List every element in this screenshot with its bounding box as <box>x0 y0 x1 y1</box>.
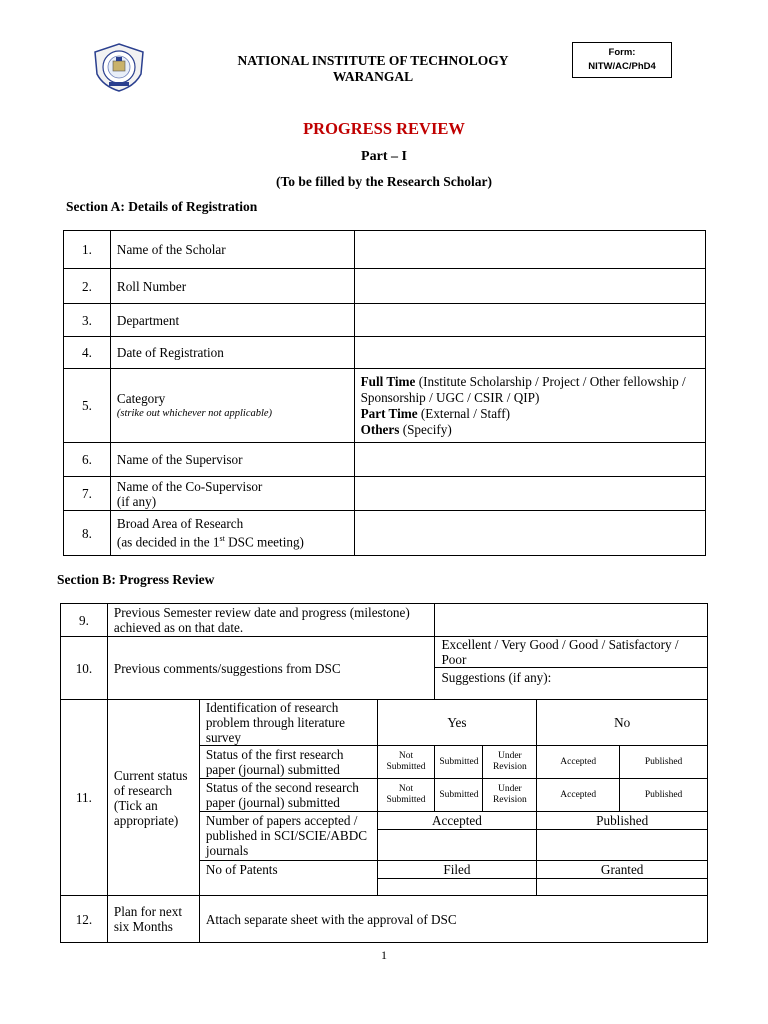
table-row <box>61 637 708 668</box>
accepted-header: Accepted <box>377 812 537 830</box>
accepted-count-field[interactable] <box>377 830 537 861</box>
row-number: 11. <box>61 700 108 896</box>
item-label: Status of the second research paper (journal) submitted <box>199 779 377 812</box>
submitted-option[interactable]: Submitted <box>435 746 483 779</box>
supervisor-field[interactable] <box>354 443 705 477</box>
part-label: Part – I <box>361 149 407 164</box>
under-revision-option[interactable]: Under Revision <box>483 746 537 779</box>
row-number: 10. <box>61 637 108 700</box>
scholar-name-field[interactable] <box>354 231 705 269</box>
research-area-field[interactable] <box>354 511 705 556</box>
roll-number-field[interactable] <box>354 269 705 304</box>
filed-count-field[interactable] <box>377 879 537 896</box>
row-label-sub: (if any) <box>116 493 157 509</box>
table-row <box>64 231 706 269</box>
row-label: Plan for next six Months <box>107 896 199 943</box>
row-label: Name of the Scholar <box>110 231 354 269</box>
item-label: No of Patents <box>199 861 377 896</box>
previous-review-field[interactable] <box>435 604 708 637</box>
table-row <box>61 896 708 943</box>
row-label: Category <box>116 390 166 406</box>
row-label: Broad Area of Research <box>116 516 244 532</box>
granted-count-field[interactable] <box>537 879 708 896</box>
under-revision-option[interactable]: Under Revision <box>483 779 537 812</box>
others-option[interactable]: Others (Specify) <box>360 421 452 437</box>
plan-field[interactable]: Attach separate sheet with the approval of DSC <box>199 896 707 943</box>
institute-logo <box>91 42 147 92</box>
instruction-text: (To be filled by the Research Scholar) <box>276 174 492 189</box>
research-area-label-cell <box>110 511 354 556</box>
co-supervisor-label-cell <box>110 477 354 511</box>
filed-header: Filed <box>377 861 537 879</box>
registration-table <box>63 230 706 556</box>
full-time-option[interactable]: Full Time (Institute Scholarship / Project / Other fellowship / Sponsorship / UGC / CSIR / QIP) <box>360 373 686 405</box>
institute-name: NATIONAL INSTITUTE OF TECHNOLOGY <box>237 53 509 68</box>
form-label: Form: <box>608 47 636 58</box>
form-code-box <box>572 42 672 78</box>
no-option[interactable]: No <box>537 700 708 746</box>
part-time-option[interactable]: Part Time (External / Staff) <box>360 405 510 421</box>
category-options[interactable] <box>354 369 705 443</box>
rating-options[interactable]: Excellent / Very Good / Good / Satisfactory / Poor <box>435 637 708 668</box>
row-number: 3. <box>64 304 111 337</box>
row-number: 8. <box>64 511 111 556</box>
row-label: Current status of research (Tick an appropriate) <box>107 700 199 896</box>
row-number: 2. <box>64 269 111 304</box>
table-row <box>64 337 706 369</box>
section-b-heading: Section B: Progress Review <box>57 572 215 587</box>
published-option[interactable]: Published <box>620 779 708 812</box>
progress-review-table <box>60 603 708 943</box>
row-label: Date of Registration <box>110 337 354 369</box>
row-number: 4. <box>64 337 111 369</box>
row-label: Name of the Co-Supervisor <box>116 478 263 494</box>
not-submitted-option[interactable]: Not Submitted <box>377 779 435 812</box>
page-number: 1 <box>381 948 387 962</box>
table-row <box>61 604 708 637</box>
table-row <box>64 443 706 477</box>
row-number: 1. <box>64 231 111 269</box>
published-header: Published <box>537 812 708 830</box>
row-number: 5. <box>64 369 111 443</box>
table-row <box>64 269 706 304</box>
item-label: Identification of research problem through literature survey <box>199 700 377 746</box>
row-label: Name of the Supervisor <box>110 443 354 477</box>
section-a-heading: Section A: Details of Registration <box>66 199 258 214</box>
yes-option[interactable]: Yes <box>377 700 537 746</box>
published-count-field[interactable] <box>537 830 708 861</box>
row-label: Previous comments/suggestions from DSC <box>107 637 435 700</box>
published-option[interactable]: Published <box>620 746 708 779</box>
row-label: Roll Number <box>110 269 354 304</box>
submitted-option[interactable]: Submitted <box>435 779 483 812</box>
row-number: 7. <box>64 477 111 511</box>
table-row <box>64 369 706 443</box>
row-number: 6. <box>64 443 111 477</box>
item-label: Status of the first research paper (journal) submitted <box>199 746 377 779</box>
row-label: Previous Semester review date and progress (milestone) achieved as on that date. <box>107 604 435 637</box>
row-number: 12. <box>61 896 108 943</box>
form-code: NITW/AC/PhD4 <box>588 61 656 72</box>
co-supervisor-field[interactable] <box>354 477 705 511</box>
accepted-option[interactable]: Accepted <box>537 779 620 812</box>
suggestions-field[interactable]: Suggestions (if any): <box>435 668 708 700</box>
row-label: Department <box>110 304 354 337</box>
table-row <box>64 477 706 511</box>
category-label-cell <box>110 369 354 443</box>
registration-date-field[interactable] <box>354 337 705 369</box>
institute-city: WARANGAL <box>332 69 414 84</box>
table-row <box>64 511 706 556</box>
not-submitted-option[interactable]: Not Submitted <box>377 746 435 779</box>
table-row <box>61 700 708 746</box>
accepted-option[interactable]: Accepted <box>537 746 620 779</box>
item-label: Number of papers accepted / published in SCI/SCIE/ABDC journals <box>199 812 377 861</box>
granted-header: Granted <box>537 861 708 879</box>
department-field[interactable] <box>354 304 705 337</box>
category-note: (strike out whichever not applicable) <box>116 407 273 419</box>
row-number: 9. <box>61 604 108 637</box>
page-title: PROGRESS REVIEW <box>303 119 465 138</box>
row-label-sub: (as decided in the 1st DSC meeting) <box>116 534 304 550</box>
table-row <box>64 304 706 337</box>
